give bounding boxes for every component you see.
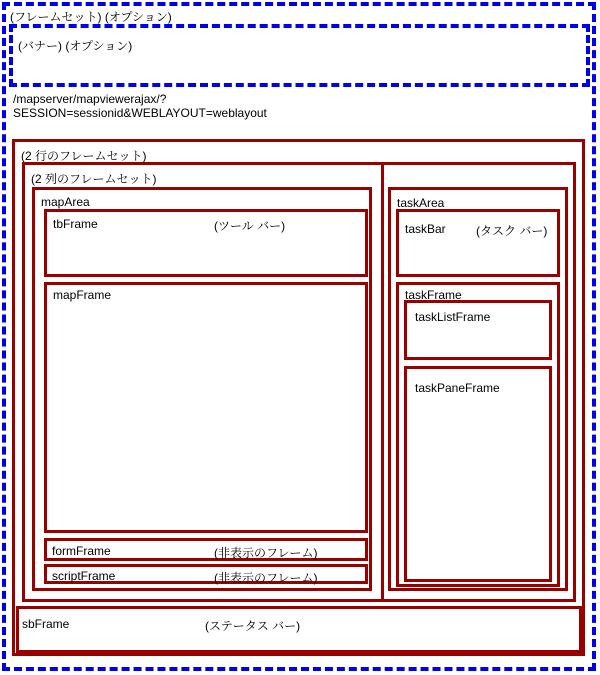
- tbframe-annotation: (ツール バー): [214, 219, 286, 233]
- formframe-box: [44, 538, 368, 561]
- sbframe-annotation: (ステータス バー): [205, 619, 301, 633]
- viewer-url: [13, 92, 267, 120]
- sbframe-label: sbFrame: [22, 617, 70, 631]
- taskarea-label: taskArea: [397, 196, 445, 210]
- tasklistframe-label: taskListFrame: [415, 310, 491, 324]
- viewer-url-line2: SESSION=sessionid&WEBLAYOUT=weblayout: [13, 106, 267, 120]
- formframe-annotation: (非表示のフレーム): [214, 546, 318, 560]
- taskbar-annotation: (タスク バー): [476, 224, 548, 238]
- taskbar-label: taskBar: [405, 222, 446, 236]
- banner-box: [9, 24, 590, 87]
- formframe-label: formFrame: [52, 544, 111, 558]
- sbframe-box: [16, 606, 582, 653]
- tbframe-label: tbFrame: [53, 217, 98, 231]
- maparea-label: mapArea: [41, 195, 90, 209]
- viewer-url-line1: /mapserver/mapviewerajax/?: [13, 92, 167, 106]
- tbframe-box: [44, 209, 368, 277]
- banner-label: (バナー) (オプション): [18, 39, 133, 53]
- taskpaneframe-label: taskPaneFrame: [415, 381, 500, 395]
- taskframe-label: taskFrame: [405, 288, 462, 302]
- taskbar-box: [396, 209, 560, 277]
- scriptframe-label: scriptFrame: [52, 569, 116, 583]
- taskpaneframe-box: [404, 366, 552, 582]
- column-divider: [381, 165, 384, 599]
- column-frameset-label: (2 列のフレームセット): [31, 172, 157, 186]
- tasklistframe-box: [404, 300, 552, 360]
- outer-frameset-label: (フレームセット) (オプション): [10, 10, 172, 24]
- row-frameset-label: (2 行のフレームセット): [21, 149, 147, 163]
- mapframe-box: [44, 282, 368, 533]
- scriptframe-annotation: (非表示のフレーム): [214, 571, 318, 585]
- mapframe-label: mapFrame: [53, 288, 112, 302]
- scriptframe-box: [44, 564, 368, 584]
